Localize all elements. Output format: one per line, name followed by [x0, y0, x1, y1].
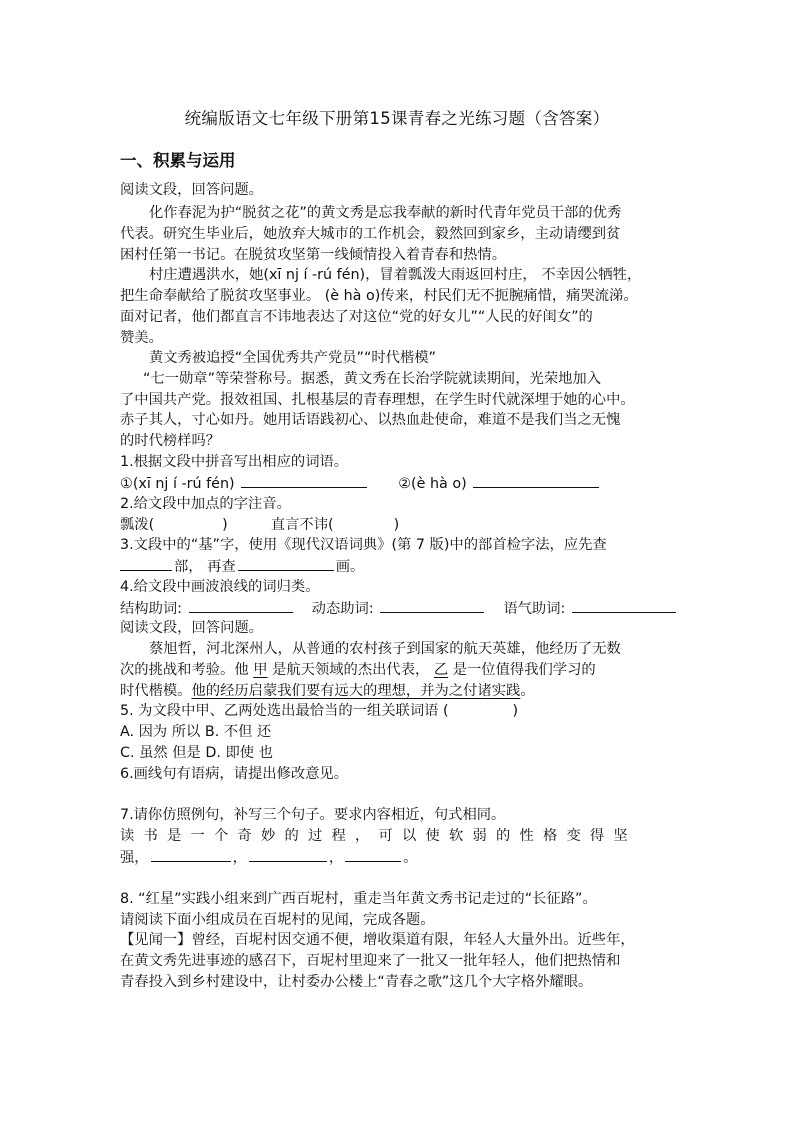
- passage-line: 代表。研究生毕业后，她放弃大城市的工作机会，毅然回到家乡，主动请缨到贫: [120, 226, 621, 242]
- q2-prompt-b: 直言不讳(: [270, 517, 334, 533]
- section-heading: 一、积累与运用: [120, 151, 236, 170]
- q3-blank-strokes[interactable]: [238, 556, 334, 571]
- q5-stem-text: 5. 为文段中甲、乙两处选出最恰当的一组关联词语 (: [120, 703, 449, 719]
- q2-paren-a: ): [222, 517, 228, 533]
- question-8-line: 请阅读下面小组成员在百坭村的见闻，完成各题。: [120, 912, 435, 928]
- passage-line: 化作春泥为护“脱贫之花”的黄文秀是忘我奉献的新时代青年党员干部的优秀: [149, 205, 622, 221]
- q4-label-structural: 结构助词:: [120, 601, 183, 617]
- question-5-options-2: C. 虽然 但是 D. 即使 也: [120, 745, 273, 761]
- question-7-example: 读书是一个奇妙的过程，可以使软弱的性格变得坚: [120, 828, 637, 844]
- question-1-answer-row: [120, 473, 601, 494]
- question-7-answer-row: [120, 847, 417, 868]
- question-1-stem: 1.根据文段中拼音写出相应的词语。: [120, 454, 349, 470]
- text: 时代楷模。: [120, 683, 192, 699]
- passage-line: 赤子其人，寸心如丹。她用话语践初心、以热血赴使命，难道不是我们当之无愧: [120, 412, 621, 428]
- question-4-stem: 4.给文段中画波浪线的词归类。: [120, 579, 320, 595]
- passage-intro: 阅读文段，回答问题。: [120, 182, 263, 198]
- passage-line: 的时代榜样吗？: [120, 433, 221, 449]
- question-2-answer-row: [120, 515, 399, 535]
- q4-label-modal: 语气助词:: [503, 601, 566, 617]
- passage-2-line: [120, 660, 596, 680]
- q2-paren-b: ): [393, 517, 400, 533]
- question-8-line: 在黄文秀先进事迹的感召下，百坭村里迎来了一批又一批年轻人，他们把热情和: [120, 953, 621, 969]
- blank-jia: 甲: [253, 662, 268, 678]
- question-8-line: 青春投入到乡村建设中，让村委办公楼上“青春之歌”这几个大字格外耀眼。: [120, 974, 593, 990]
- passage-line: 了中国共产党。报效祖国、扎根基层的青春理想，在学生时代就深埋于她的心中。: [120, 392, 635, 408]
- q5-paren: ): [512, 703, 519, 719]
- text: 是一位值得我们学习的: [448, 662, 596, 678]
- passage-line: 困村任第一书记。在脱贫攻坚第一线倾情投入着青春和热情。: [120, 247, 507, 263]
- q4-blank-structural[interactable]: [189, 598, 293, 613]
- q1-prompt-a: ①(xī nj í -rú fén): [120, 476, 235, 492]
- passage-line: 村庄遭遇洪水，她(xī nj í -rú fén)，冒着瓢泼大雨返回村庄， 不幸因公牺牲，: [149, 267, 642, 283]
- q7-blank-3[interactable]: [345, 847, 401, 862]
- q4-blank-modal[interactable]: [572, 598, 676, 613]
- question-5-options-1: A. 因为 所以 B. 不但 还: [120, 724, 272, 740]
- text: 是航天领域的杰出代表，: [267, 662, 434, 678]
- blank-yi: 乙: [433, 662, 449, 678]
- q3-text-a: 部， 再查: [174, 559, 236, 575]
- passage-2-intro: 阅读文段，回答问题。: [120, 620, 263, 636]
- question-3-answer-row: [120, 556, 364, 577]
- text: 次的挑战和考验。他: [120, 662, 254, 678]
- passage-line: “七一勋章”等荣誉称号。据悉，黄文秀在长治学院就读期间，光荣地加入: [143, 371, 602, 387]
- q7-text: 强，: [120, 850, 149, 866]
- q4-label-aspectual: 动态助词:: [311, 601, 374, 617]
- question-4-answer-row: [120, 598, 678, 619]
- question-6-stem: 6.画线句有语病，请提出修改意见。: [120, 766, 349, 782]
- passage-line: 黄文秀被追授“全国优秀共产党员”“时代楷模”: [149, 350, 436, 366]
- document-title: 统编版语文七年级下册第15课青春之光练习题（含答案）: [184, 109, 610, 128]
- question-5-stem: [120, 701, 518, 721]
- passage-2-line: 蔡旭哲，河北深州人，从普通的农村孩子到国家的航天英雄，他经历了无数: [149, 641, 621, 657]
- q7-blank-1[interactable]: [151, 847, 231, 862]
- q2-prompt-a: 瓢泼(: [120, 517, 155, 533]
- question-2-stem: 2.给文段中加点的字注音。: [120, 496, 291, 512]
- q3-blank-radical[interactable]: [120, 556, 172, 571]
- text: 。: [520, 683, 535, 699]
- q7-period: 。: [403, 850, 418, 866]
- q7-blank-2[interactable]: [249, 847, 327, 862]
- passage-line: 面对记者，他们都直言不讳地表达了对这位“党的好女儿”“人民的好闺女”的: [120, 309, 593, 325]
- passage-line: 把生命奉献给了脱贫攻坚事业。 (è hà o)传来，村民们无不扼腕痛惜，痛哭流涕。: [120, 288, 638, 304]
- question-8-stem: 8. “红星”实践小组来到广西百坭村，重走当年黄文秀书记走过的“长征路”。: [120, 891, 597, 907]
- underlined-sentence: 他的经历启蒙我们要有远大的理想，并为之付诸实践: [191, 683, 521, 699]
- q1-blank-b[interactable]: [473, 473, 599, 488]
- question-3-stem: 3.文段中的“基”字，使用《现代汉语词典》(第 7 版)中的部首检字法，应先查: [120, 537, 607, 553]
- q3-text-b: 画。: [335, 559, 365, 575]
- q7-comma: ，: [328, 850, 344, 866]
- q7-comma: ，: [232, 850, 247, 866]
- passage-line: 赞美。: [120, 330, 163, 346]
- q4-blank-aspectual[interactable]: [380, 598, 484, 613]
- question-7-stem: 7.请你仿照例句，补写三个句子。要求内容相近，句式相同。: [120, 807, 506, 823]
- passage-2-line: [120, 681, 535, 701]
- q1-prompt-b: ②(è hà o): [398, 476, 467, 492]
- q1-blank-a[interactable]: [241, 473, 367, 488]
- question-8-line: 【见闻一】曾经，百坭村因交通不便，增收渠道有限，年轻人大量外出。近些年，: [120, 932, 635, 948]
